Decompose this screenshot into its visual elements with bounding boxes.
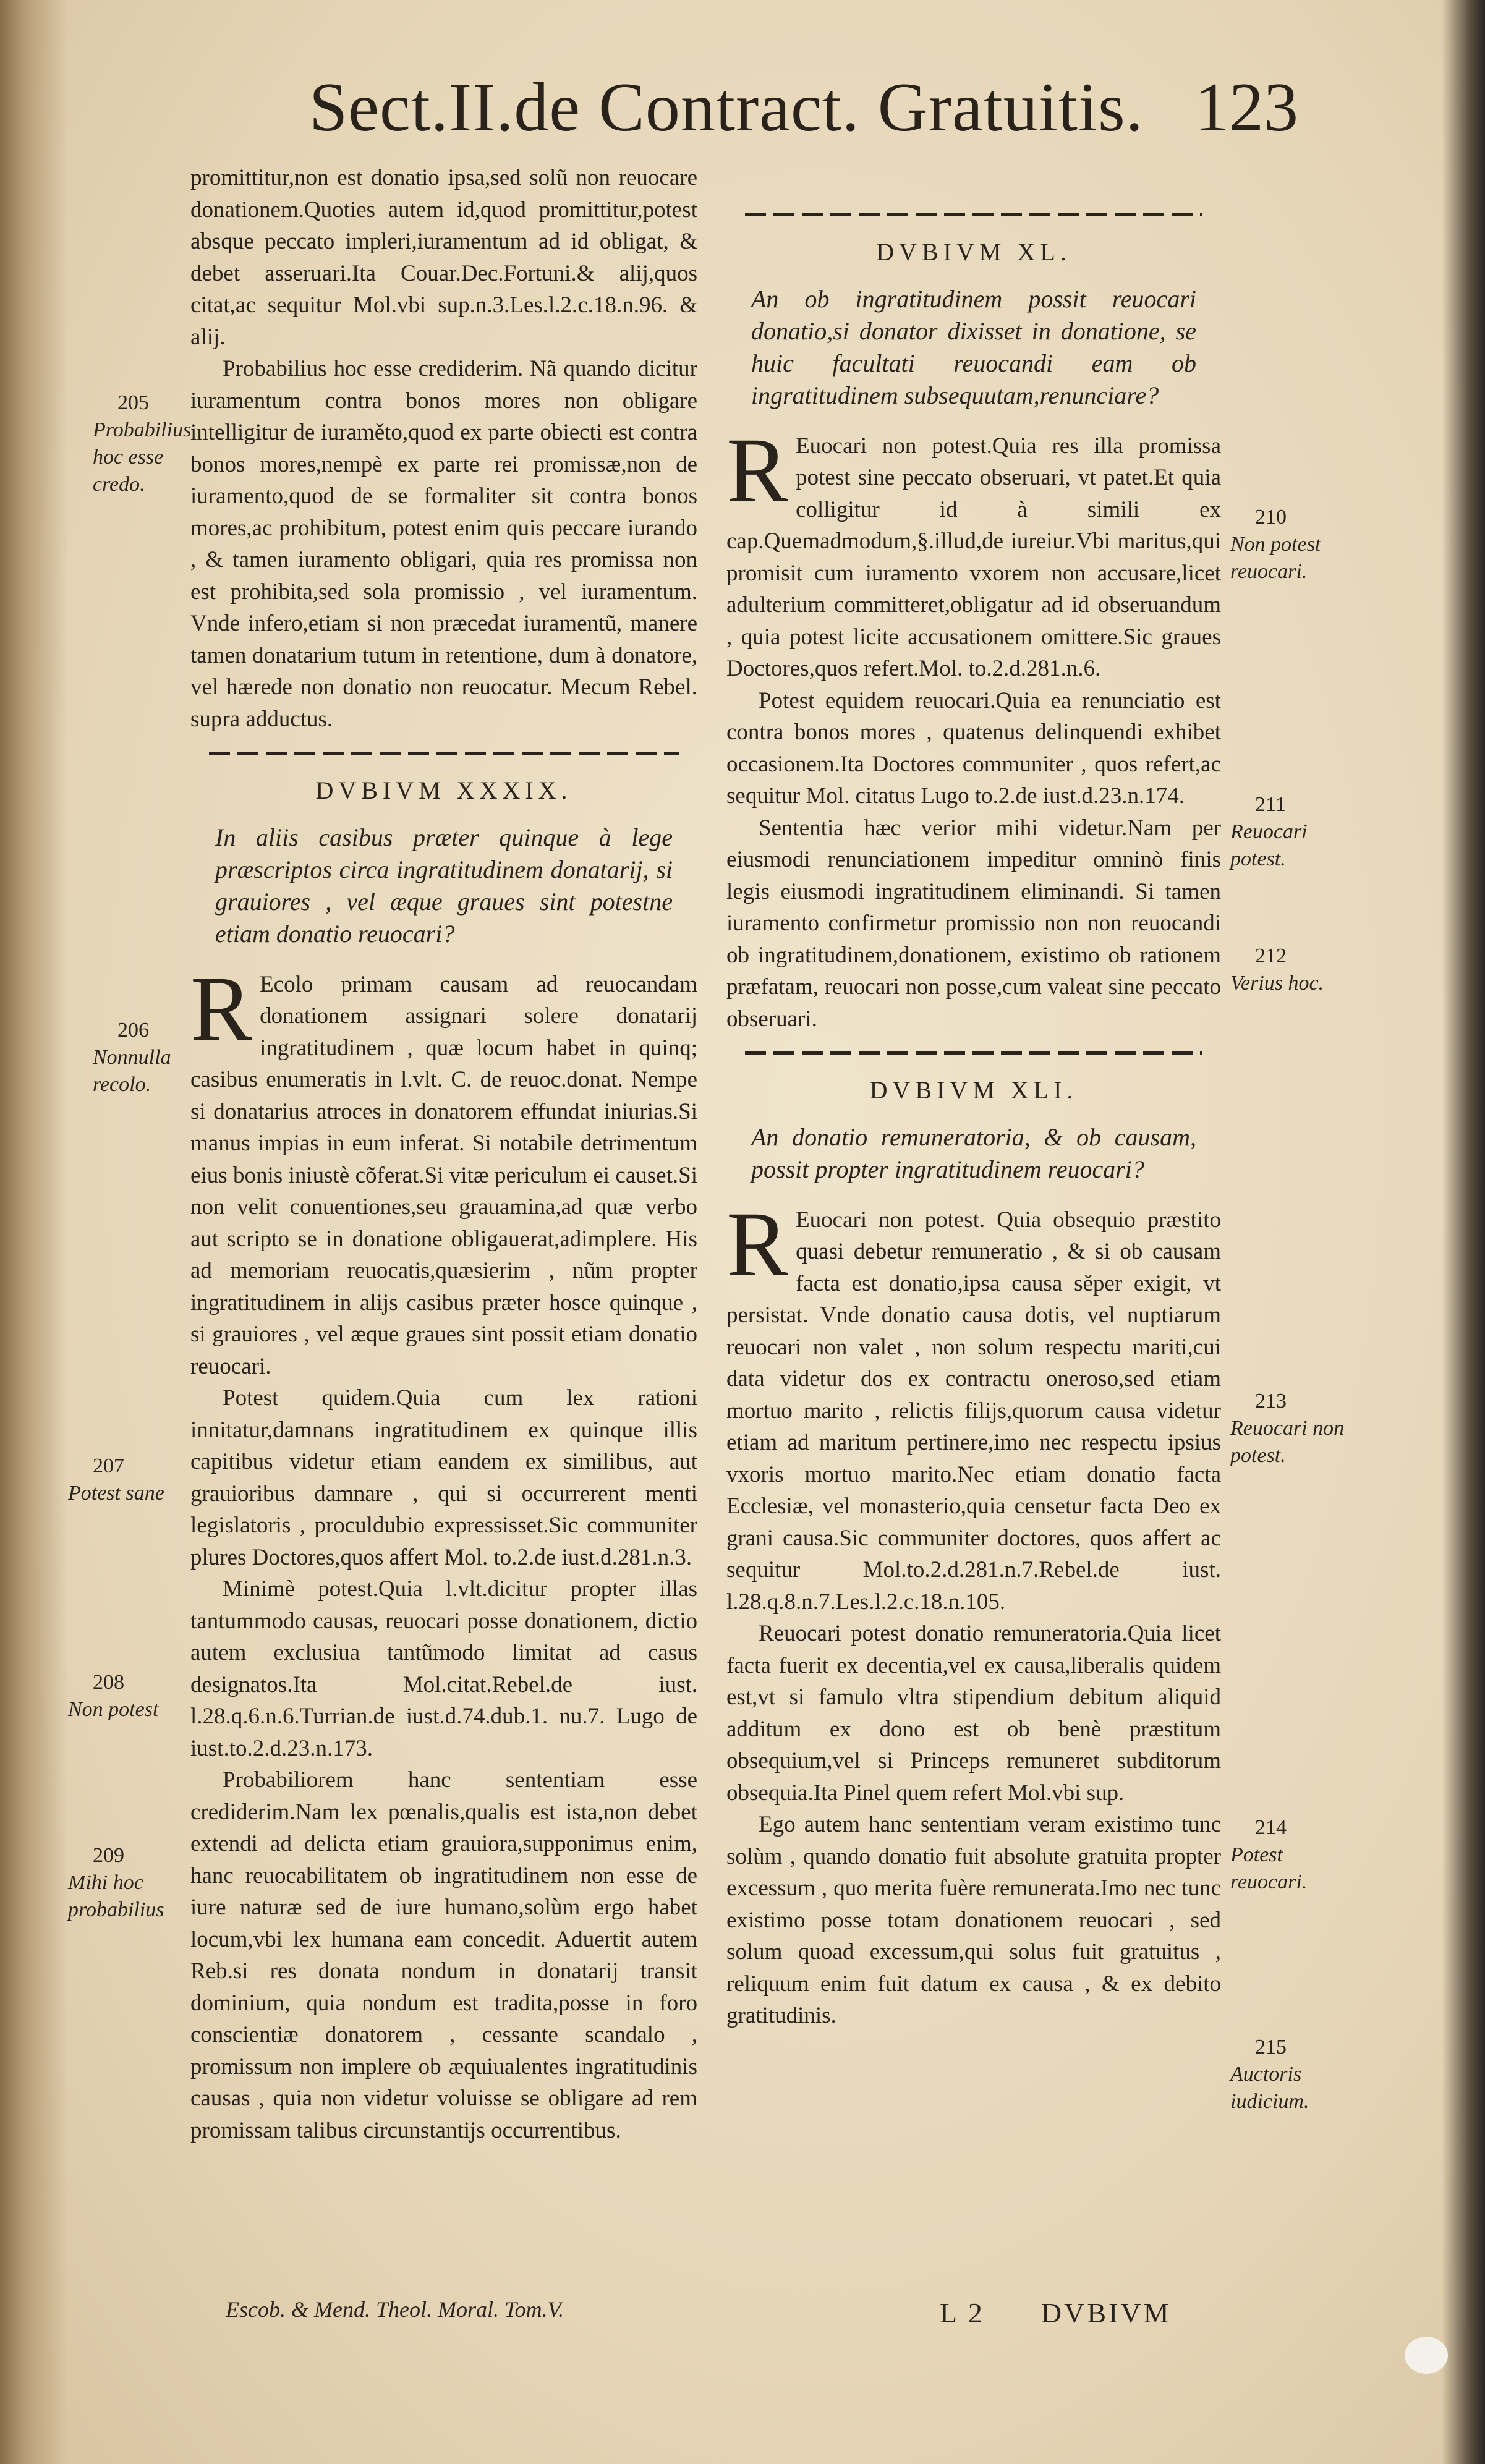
margin-number: 206 — [117, 1019, 149, 1042]
margin-note-214 — [1230, 1814, 1348, 1896]
margin-note-213 — [1230, 1388, 1348, 1469]
paragraph-210 — [726, 418, 1221, 685]
margin-note-215 — [1230, 2034, 1348, 2115]
running-header — [309, 68, 1298, 161]
margin-number: 214 — [1255, 1816, 1287, 1839]
paragraph-206-text: Ecolo primam causam ad reuocandam donationem assignari solere donatarij ingratitudinem , quæ locum habet in quinq; casibus enumeratis in l.vlt. C. de reuoc.donat. Nempe si donatarius atroces in donatorem effundat iniurias.Si manus impias in eum inferat. Si notabile detrimentum eius bonis iniustè cõferat.Si vitæ periculum ei causet.Si non velit conuentiones,seu grauamina,ad quæ verbo aut scripto se in donatione obligauerat,adimplere. His ad memoriam reuocatis,quæsierim , nũm propter ingratitudinem in alijs casibus præter hosce quinque , si grauiores , vel æque graues sint possit etiam donatio reuocari. — [190, 971, 697, 1379]
margin-note-206 — [93, 1017, 185, 1098]
section-rule — [745, 1047, 1202, 1058]
paragraph-215: Ego autem hanc sententiam veram existimo tunc solùm , quando donatio fuit absolute gratuita propter excessum , quo merita fuère remunerata.Imo nec tunc existimo posse totam donationem reuocari , sed solum quoad excessum,qui solus fuit gratuitus , reliquum enim fuit datum ex causa , & ex debito gratitudinis. — [726, 1812, 1221, 2028]
margin-text: Verius hoc. — [1230, 972, 1324, 995]
question-41: An donatio remuneratoria, & ob causam, possit propter ingratitudinem reuocari? — [751, 1123, 1196, 1183]
margin-note-209 — [68, 1842, 192, 1924]
margin-note-210 — [1230, 504, 1348, 585]
left-column — [190, 162, 697, 2146]
margin-text: Potest reuocari. — [1230, 1843, 1308, 1893]
margin-note-212 — [1230, 943, 1348, 997]
margin-note-211 — [1230, 791, 1348, 873]
paragraph-210-text: Euocari non potest.Quia res illa promissa potest sine peccato obseruari, vt patet.Et quia colligitur id à simili ex cap.Quemadmodum,§.illud,de iureiur.Vbi maritus,qui promisit cum iuramento vxorem non accusare,licet adulterium committeret,obligatur ad id obseruandum , quia potest licite accusationem omittere.Sic graues Doctores,quos refert.Mol. to.2.d.281.n.6. — [726, 433, 1221, 681]
paragraph-213 — [726, 1192, 1221, 1618]
section-rule — [209, 747, 679, 758]
catchword: DVBIVM — [1040, 2297, 1172, 2329]
drop-cap: R — [726, 418, 789, 522]
margin-text: Reuocari potest. — [1230, 820, 1308, 870]
margin-text: Nonnulla recolo. — [93, 1046, 171, 1096]
page-number: 123 — [1194, 69, 1298, 146]
footer-book-title: Escob. & Mend. Theol. Moral. Tom.V. — [226, 2297, 564, 2322]
margin-text: Non potest — [68, 1698, 159, 1721]
margin-number: 205 — [117, 391, 149, 414]
paragraph-211: Potest equidem reuocari.Quia ea renunciatio est contra bonos mores , quatenus delinquendi exhibet occasionem.Ita Doctores communiter , quos refert,ac sequitur Mol. citatus Lugo to.2.de iust.d.23.n.174. — [726, 687, 1221, 809]
page-edge-left — [0, 0, 68, 2464]
margin-note-205 — [93, 389, 192, 498]
paragraph-continued: promittitur,non est donatio ipsa,sed solũ non reuocare donationem.Quoties autem id,quod promittitur,potest absque peccato impleri,iuramentum ad id obligat, & debet asseruari.Ita Couar.Dec.Fortuni.& alij,quos citat,ac sequitur Mol.vbi sup.n.3.Les.l.2.c.18.n.96. & alij. — [190, 165, 697, 350]
margin-text: Probabilius hoc esse credo. — [93, 418, 192, 496]
drop-cap: R — [726, 1192, 789, 1296]
signature-mark: L 2 — [940, 2297, 985, 2329]
right-column — [726, 197, 1221, 2032]
margin-number: 208 — [93, 1671, 124, 1694]
margin-number: 209 — [93, 1844, 124, 1867]
dubium-heading-41: DVBIVM XLI. — [869, 1076, 1078, 1104]
margin-text: Auctoris iudicium. — [1230, 2063, 1309, 2113]
paragraph-206 — [190, 957, 697, 1383]
paragraph-212: Sententia hæc verior mihi videtur.Nam per eiusmodi renunciationem impeditur omninò finis legis eiusmodi ingratitudinem eliminandi. Si tamen iuramento confirmetur promissio non non reuocandi ob ingratitudinem,donationem, existimo ob rationem præfatam, reuocari non posse,cum valeat sine peccato obseruari. — [726, 815, 1221, 1032]
margin-text: Non potest reuocari. — [1230, 533, 1321, 583]
section-rule — [745, 209, 1202, 220]
margin-number: 212 — [1255, 945, 1287, 967]
question-39: In aliis casibus præter quinque à lege præscriptos circa ingratitudinem donatarij, si grauiores , vel æque graues sint potestne etiam donatio reuocari? — [215, 823, 673, 948]
running-title: Sect.II.de Contract. Gratuitis. — [309, 69, 1144, 146]
paper-damage — [1405, 2337, 1448, 2374]
paragraph-213-text: Euocari non potest. Quia obsequio præstito quasi debetur remuneratio , & si ob causam facta est donatio,ipsa causa sěper exigit, vt persistat. Vnde donatio causa dotis, vel nuptiarum reuocari non valet , non solum respectu mariti,cui data videtur dos ex contractu oneroso,sed etiam mortuo marito , relictis filijs,quorum causa videtur etiam ad maritum pertinere,imo nec respectu ipsius vxoris mortuo marito.Nec etiam donatio facta Ecclesiæ, vel monasterio,quia censetur facta Deo ex grani causa.Sic communiter doctores, quos affert ac sequitur Mol.to.2.d.281.n.7.Rebel.de iust. l.28.q.8.n.7.Les.l.2.c.18.n.105. — [726, 1207, 1221, 1615]
paragraph-209: Probabiliorem hanc sententiam esse crediderim.Nam lex pœnalis,qualis est ista,non debet extendi ad delicta etiam grauiora,supponimus enim, hanc reuocabilitatem ob ingratitudinem non esse de iure naturæ sed de iure humano,solùm ergo habet locum,vbi lex humana eam concedit. Aduertit autem Reb.si res donata nondum in donatarij transit dominium, quia nondum est tradita,posse in foro conscientiæ donatorem , cessante scandalo , promissum non implere ob æquiualentes ingratitudinis causas , quia non videtur voluisse se obligare ad rem promissam talibus circunstantijs occurrentibus. — [190, 1767, 697, 2143]
paragraph-205: Probabilius hoc esse crediderim. Nã quando dicitur iuramentum contra bonos mores non obligare intelligitur de iuraměto,quod ex parte obiecti est contra bonos mores,nempè ex parte rei promissæ,non de iuramento,quod de se formaliter sit contra bonos mores,ac prohibitum, potest enim quis peccare iurando , & tamen iuramento obligari, quia res promissa non est prohibita,sed sola promissio , vel iuramentum. Vnde infero,etiam si non præcedat iuramentũ, manere tamen donatarium tutum in retentione, dum à donatore, vel hærede non donatio non reuocatur. Mecum Rebel. supra adductus. — [190, 356, 697, 732]
margin-number: 207 — [93, 1455, 124, 1477]
drop-cap: R — [190, 957, 253, 1060]
page-edge-right — [1442, 0, 1485, 2464]
margin-number: 215 — [1255, 2036, 1287, 2058]
margin-number: 211 — [1255, 793, 1286, 816]
margin-note-208 — [68, 1669, 192, 1723]
paragraph-207: Potest quidem.Quia cum lex rationi innitatur,damnans ingratitudinem ex quinque illis capitibus videtur etiam eandem ex similibus, aut grauioribus damnare , qui si occurrerent menti legislatoris , proculdubio expressisset.Sic communiter plures Doctores,quos affert Mol. to.2.de iust.d.281.n.3. — [190, 1385, 697, 1570]
margin-number: 213 — [1255, 1390, 1287, 1413]
footer-signature-catchword — [940, 2296, 1171, 2329]
margin-note-207 — [68, 1453, 192, 1507]
margin-text: Reuocari non potest. — [1230, 1417, 1345, 1467]
dubium-heading-39: DVBIVM XXXIX. — [315, 776, 572, 804]
margin-number: 210 — [1255, 506, 1287, 529]
margin-text: Mihi hoc probabilius — [68, 1871, 164, 1921]
margin-text: Potest sane — [68, 1482, 164, 1505]
paragraph-208: Minimè potest.Quia l.vlt.dicitur propter illas tantummodo causas, reuocari posse donationem, dictio autem exclusiua tantũmodo limitat ad casus designatos.Ita Mol.citat.Rebel.de iust. l.28.q.6.n.6.Turrian.de iust.d.74.dub.1. nu.7. Lugo de iust.to.2.d.23.n.173. — [190, 1576, 697, 1761]
dubium-heading-40: DVBIVM XL. — [876, 238, 1071, 266]
question-40: An ob ingratitudinem possit reuocari donatio,si donator dixisset in donatione, se huic facultati reuocandi eam ob ingratitudinem subsequutam,renunciare? — [751, 284, 1196, 409]
paragraph-214: Reuocari potest donatio remuneratoria.Quia licet facta fuerit ex decentia,vel ex causa,liberalis quidem est,vt si famulo vltra stipendium debitum aliquid additum ex dono est ob benè præstitum obsequium,vel si Princeps remuneret subditorum obsequia.Ita Pinel quem refert Mol.vbi sup. — [726, 1621, 1221, 1806]
